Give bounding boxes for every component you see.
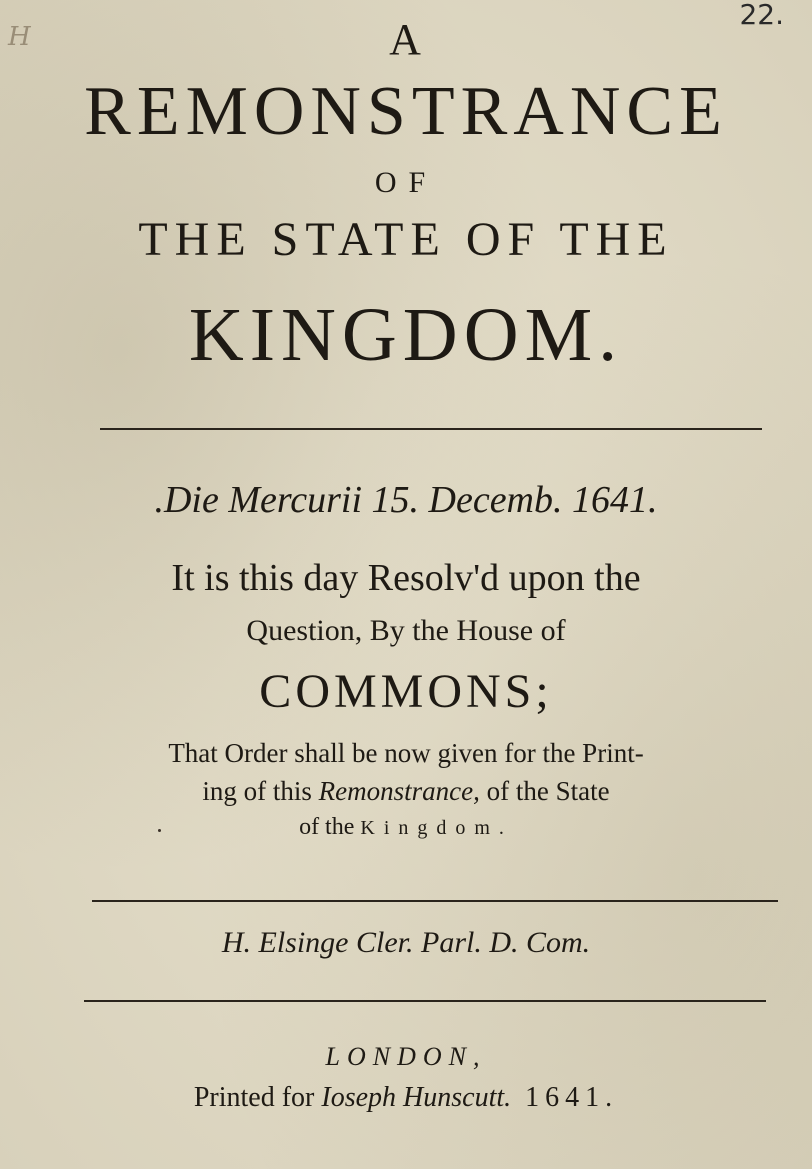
resolution-date: .Die Mercurii 15. Decemb. 1641.	[154, 479, 658, 521]
title-remonstrance: REMONSTRANCE	[84, 73, 728, 150]
resolution-line-5-italic: Remonstrance,	[318, 776, 480, 806]
title-state-of-the: THE STATE OF THE	[138, 213, 674, 266]
stray-dot	[158, 829, 161, 832]
resolution-line-5-post: of the State	[479, 776, 610, 806]
resolution-line-4: That Order shall be now given for the Print-	[168, 738, 644, 768]
resolution-line-2: Question, By the House of	[246, 614, 566, 647]
imprint-printer-line	[0, 1082, 812, 1114]
resolution-line-5	[0, 776, 812, 807]
imprint-year: 1641.	[525, 1082, 619, 1113]
resolution-line-6-pre: of the	[299, 814, 361, 840]
corner-annotation-right: 22.	[739, 0, 784, 31]
divider-rule-bottom	[84, 1000, 766, 1002]
divider-rule-top	[100, 428, 762, 430]
imprint-printed-for: Printed for	[193, 1082, 322, 1113]
resolution-line-6	[0, 814, 812, 841]
clerk-signature-line: H. Elsinge Cler. Parl. D. Com.	[221, 926, 591, 959]
resolution-line-1: It is this day Resolv'd upon the	[171, 557, 641, 599]
resolution-line-5-pre: ing of this	[202, 776, 319, 806]
title-of: OF	[374, 166, 438, 199]
divider-rule-middle	[92, 900, 778, 902]
title-article: A	[389, 15, 423, 64]
title-kingdom: KINGDOM.	[188, 293, 624, 377]
imprint-printer-name: Ioseph Hunscutt.	[321, 1082, 512, 1113]
imprint-place: LONDON,	[325, 1042, 487, 1071]
corner-annotation-left: H	[8, 22, 31, 52]
resolution-line-6-caps: Kingdom.	[360, 817, 513, 839]
resolution-commons: COMMONS;	[259, 665, 553, 718]
